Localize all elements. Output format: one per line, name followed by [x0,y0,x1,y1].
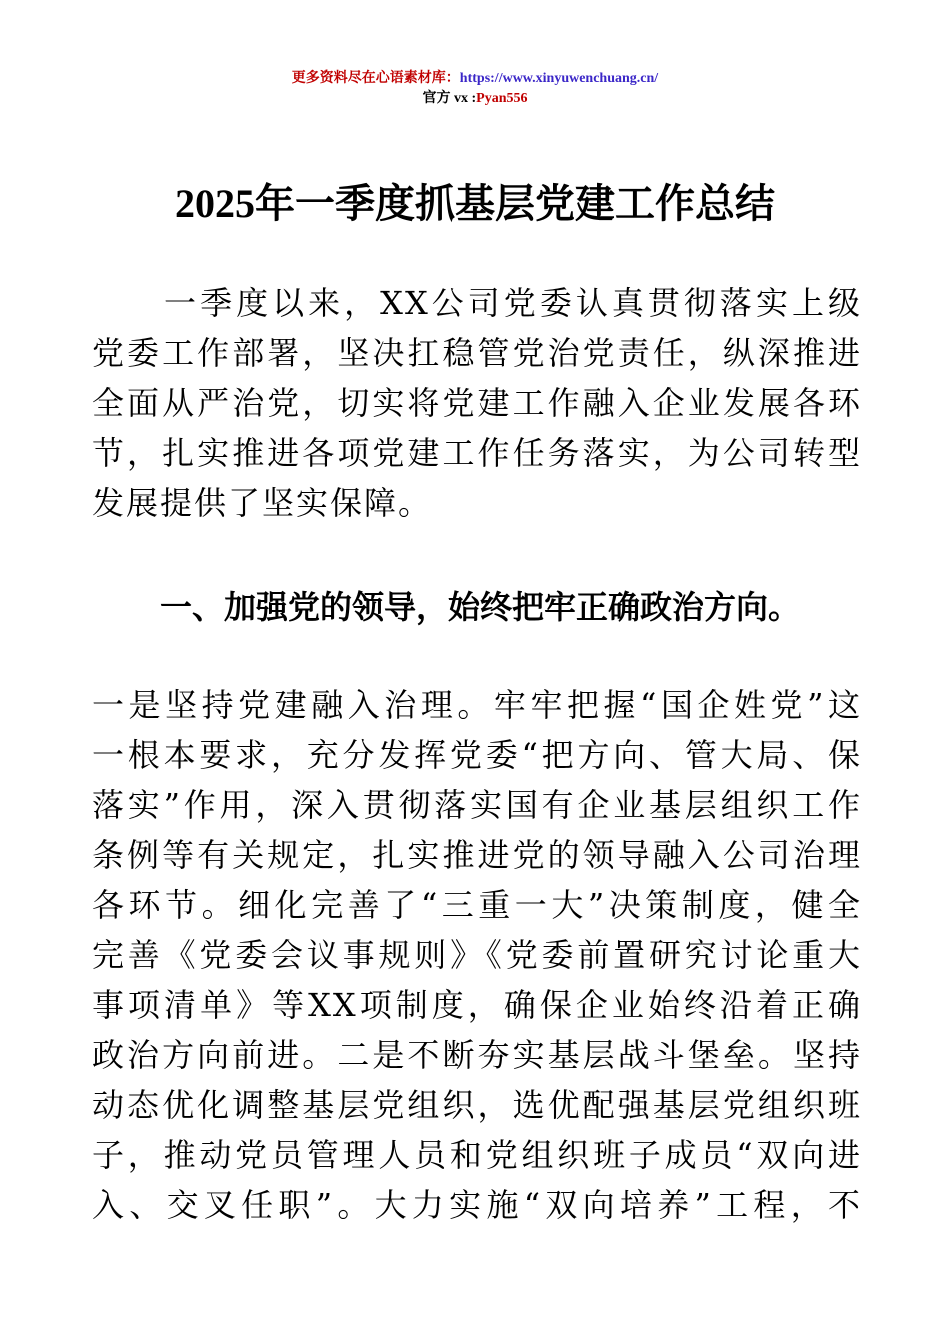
section-line: 完善《党委会议事规则》《党委前置研究讨论重大 [92,936,862,974]
section-line: 条例等有关规定，扎实推进党的领导融入公司治理 [92,836,862,874]
intro-line: 全面从严治党，切实将党建工作融入企业发展各环 [92,384,862,422]
section-paragraph [92,680,862,1230]
watermark-url-link[interactable]: https://www.xinyuwenchuang.cn/ [459,71,659,86]
watermark-label: 更多资料尽在心语素材库： [291,71,460,86]
section-heading: 一、加强党的领导，始终把牢正确政治方向。 [160,588,801,626]
section-line: 各环节。细化完善了“三重一大”决策制度，健全 [92,886,862,924]
section-line: 政治方向前进。二是不断夯实基层战斗堡垒。坚持 [92,1036,862,1074]
intro-line: 党委工作部署，坚决扛稳管党治党责任，纵深推进 [92,334,862,372]
document-title: 2025年一季度抓基层党建工作总结 [175,181,775,226]
intro-line: 节，扎实推进各项党建工作任务落实，为公司转型 [92,434,862,472]
watermark-vx-handle: Pyan556 [476,91,528,106]
section-line: 动态优化调整基层党组织，选优配强基层党组织班 [92,1086,862,1124]
section-line: 落实”作用，深入贯彻落实国有企业基层组织工作 [92,786,862,824]
intro-line: 一季度以来，XX公司党委认真贯彻落实上级 [92,284,862,322]
section-line: 入、交叉任职”。大力实施“双向培养”工程，不 [92,1186,862,1224]
watermark-line-1 [0,70,950,88]
section-line: 事项清单》等XX项制度，确保企业始终沿着正确 [92,986,862,1024]
section-line: 一是坚持党建融入治理。牢牢把握“国企姓党”这 [92,686,862,724]
watermark-vx-label: 官方 vx : [422,91,477,106]
intro-paragraph [92,278,862,528]
section-line: 一根本要求，充分发挥党委“把方向、管大局、保 [92,736,862,774]
section-line: 子，推动党员管理人员和党组织班子成员“双向进 [92,1136,862,1174]
intro-line: 发展提供了坚实保障。 [92,484,433,522]
watermark-line-2 [0,90,950,108]
